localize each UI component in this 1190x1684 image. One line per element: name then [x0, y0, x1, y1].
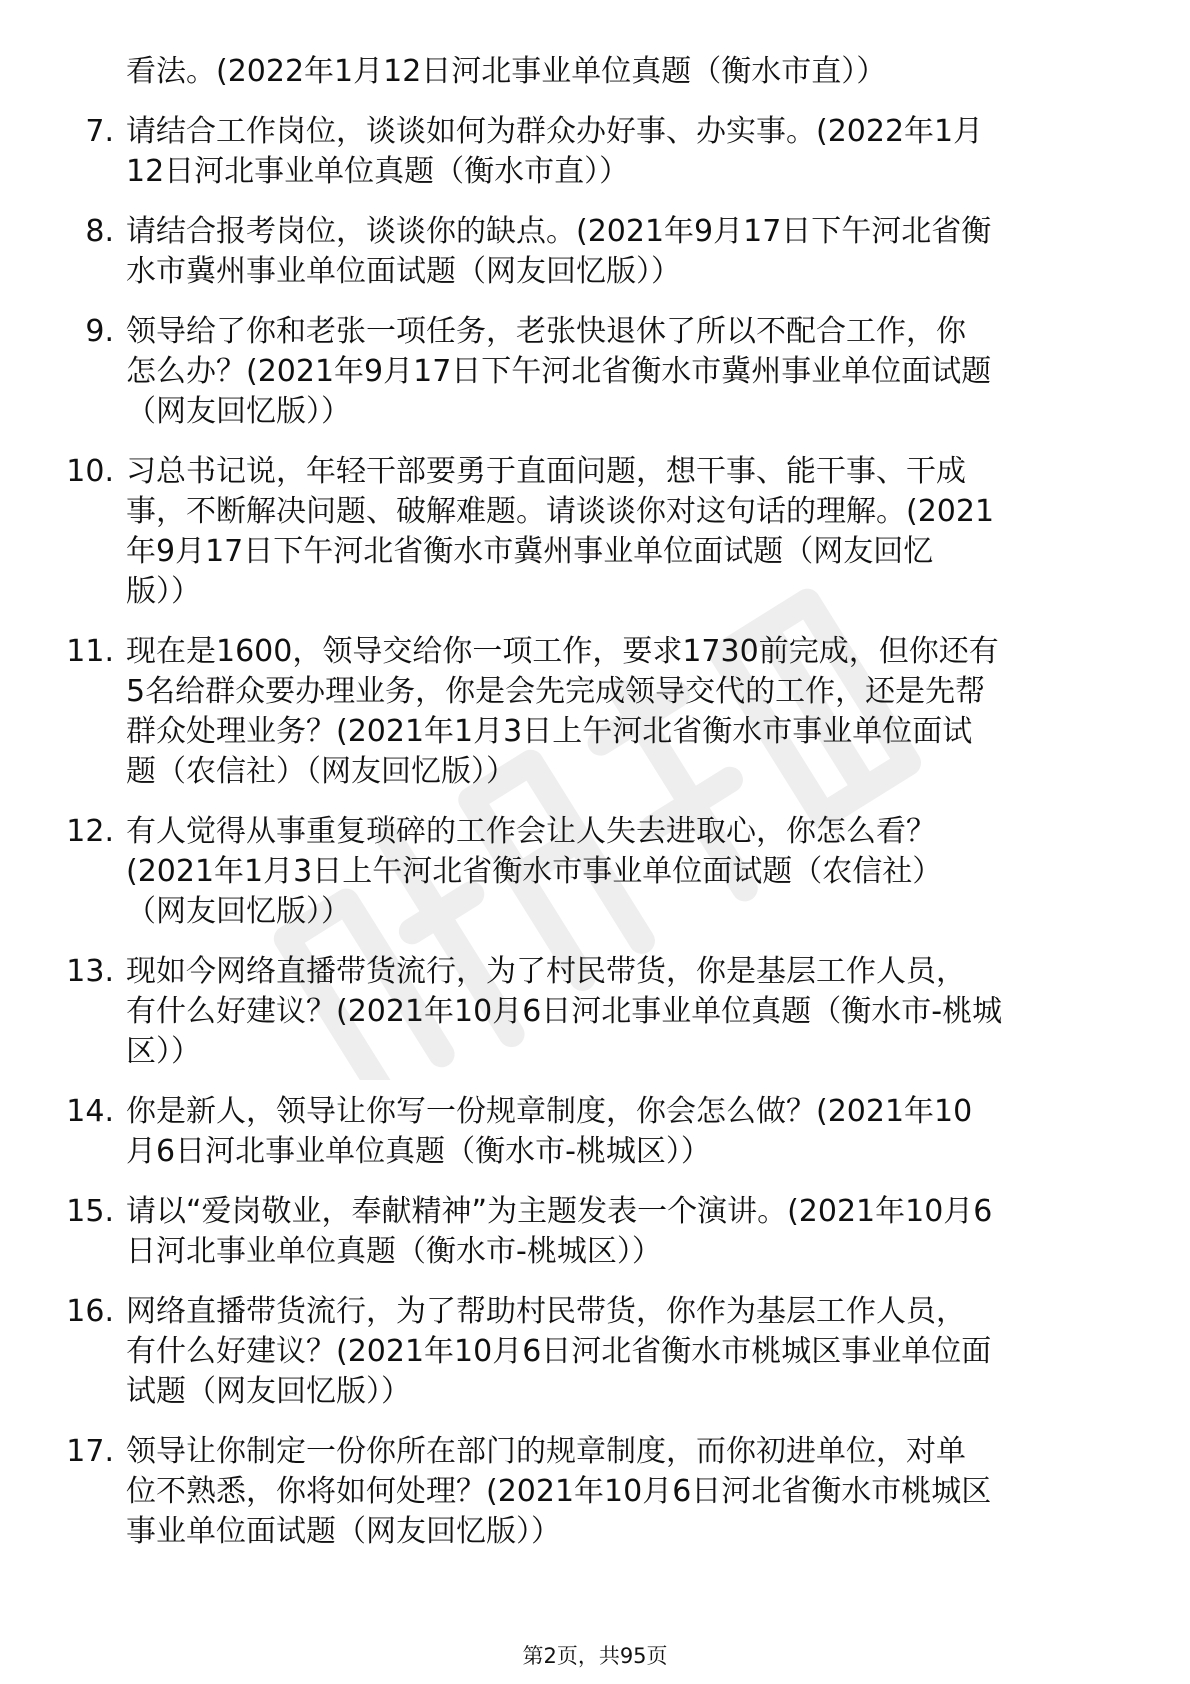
- question-text-line: 群众处理业务？(2021年1月3日上午河北省衡水市事业单位面试: [126, 714, 973, 749]
- question-text-line: (2021年1月3日上午河北省衡水市事业单位面试题（农信社）: [126, 854, 943, 889]
- question-number: 15.: [66, 1194, 114, 1229]
- question-text-line: 月6日河北事业单位真题（衡水市-桃城区））: [126, 1134, 711, 1169]
- question-text-line: 日河北事业单位真题（衡水市-桃城区））: [126, 1234, 662, 1269]
- question-text-line: 现在是1600，领导交给你一项工作，要求1730前完成，但你还有: [126, 634, 999, 669]
- question-item: [58, 632, 1138, 792]
- question-item: [58, 1432, 1138, 1552]
- question-item: [58, 1292, 1138, 1412]
- question-number: 11.: [66, 634, 114, 669]
- question-number: 8.: [85, 214, 114, 249]
- question-text-line: 事，不断解决问题、破解难题。请谈谈你对这句话的理解。(2021: [126, 494, 995, 529]
- question-text-line: 5名给群众要办理业务，你是会先完成领导交代的工作，还是先帮: [126, 674, 986, 709]
- question-text-line: 水市冀州事业单位面试题（网友回忆版））: [126, 254, 681, 289]
- question-text-line: 请结合报考岗位，谈谈你的缺点。(2021年9月17日下午河北省衡: [126, 214, 992, 249]
- question-text-line: 你是新人，领导让你写一份规章制度，你会怎么做？(2021年10: [126, 1094, 973, 1129]
- continued-text: 看法。(2022年1月12日河北事业单位真题（衡水市直））: [126, 54, 887, 89]
- question-text-line: （网友回忆版））: [126, 894, 351, 929]
- question-text-line: 领导给了你和老张一项任务，老张快退休了所以不配合工作，你: [126, 314, 966, 349]
- question-text-line: 现如今网络直播带货流行，为了村民带货，你是基层工作人员，: [126, 954, 966, 989]
- question-item: [58, 1092, 1138, 1172]
- question-number: 7.: [85, 114, 114, 149]
- question-number: 16.: [66, 1294, 114, 1329]
- question-number: 12.: [66, 814, 114, 849]
- question-number: 10.: [66, 454, 114, 489]
- question-text-line: 年9月17日下午河北省衡水市冀州事业单位面试题（网友回忆: [126, 534, 934, 569]
- question-text-line: 事业单位面试题（网友回忆版））: [126, 1514, 561, 1549]
- question-text-line: 区））: [126, 1034, 201, 1069]
- question-item: [58, 312, 1138, 432]
- page-footer: 第2页，共95页: [522, 1644, 668, 1668]
- question-item: [58, 952, 1138, 1072]
- question-item: [58, 812, 1138, 932]
- question-text-line: 习总书记说，年轻干部要勇于直面问题，想干事、能干事、干成: [126, 454, 966, 489]
- question-text-line: 题（农信社）（网友回忆版））: [126, 754, 516, 789]
- question-number: 13.: [66, 954, 114, 989]
- question-item: [58, 452, 1138, 612]
- question-text-line: 版））: [126, 574, 201, 609]
- question-number: 9.: [85, 314, 114, 349]
- question-text-line: 怎么办？(2021年9月17日下午河北省衡水市冀州事业单位面试题: [126, 354, 992, 389]
- question-number: 14.: [66, 1094, 114, 1129]
- question-text-line: 有人觉得从事重复琐碎的工作会让人失去进取心，你怎么看？: [126, 814, 936, 849]
- question-item: [58, 1192, 1138, 1272]
- question-text-line: 请以“爱岗敬业，奉献精神”为主题发表一个演讲。(2021年10月6: [126, 1194, 993, 1229]
- question-text-line: 有什么好建议？(2021年10月6日河北事业单位真题（衡水市-桃城: [126, 994, 1003, 1029]
- question-text-line: 有什么好建议？(2021年10月6日河北省衡水市桃城区事业单位面: [126, 1334, 992, 1369]
- question-text-line: 领导让你制定一份你所在部门的规章制度，而你初进单位，对单: [126, 1434, 966, 1469]
- question-text-line: 12日河北事业单位真题（衡水市直））: [126, 154, 630, 189]
- question-text-line: 位不熟悉，你将如何处理？(2021年10月6日河北省衡水市桃城区: [126, 1474, 992, 1509]
- question-text-line: 试题（网友回忆版））: [126, 1374, 411, 1409]
- question-item: [58, 212, 1138, 292]
- question-item: [58, 112, 1138, 192]
- question-text-line: （网友回忆版））: [126, 394, 351, 429]
- question-list: [58, 52, 1138, 1572]
- question-text-line: 网络直播带货流行，为了帮助村民带货，你作为基层工作人员，: [126, 1294, 966, 1329]
- question-text-line: 请结合工作岗位，谈谈如何为群众办好事、办实事。(2022年1月: [126, 114, 984, 149]
- question-number: 17.: [66, 1434, 114, 1469]
